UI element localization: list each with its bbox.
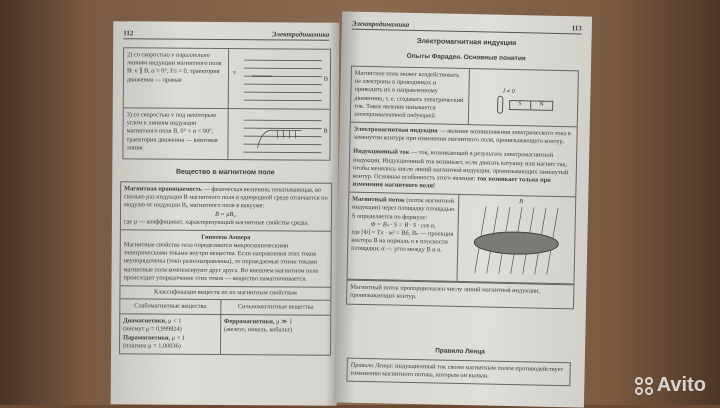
running-head: Электродинамика [352, 20, 410, 30]
col-header: Сильномагнитные вещества [221, 300, 330, 315]
text: — ток, возникающий в результате электромагнитной индукции. Индукционный ток возникает, если двигать катушку или магнит так, чтобы менялось число линий магнитной индукции, пронизывающих замкнутый контур. Основная особенность этого явления: [353, 149, 569, 182]
induction-box [346, 66, 579, 309]
example: (платина μ = 1,00036) [123, 342, 217, 351]
parallel-figure [229, 49, 330, 109]
weak-cell [120, 315, 221, 354]
term: Магнитный поток [352, 196, 405, 204]
current-label: I ≠ 0 [503, 88, 515, 96]
induced-current-definition [349, 145, 576, 197]
emphasis: электромагнитной индукцией. [354, 111, 436, 120]
page-number: 112 [123, 29, 133, 38]
value: μ < 1 [170, 334, 185, 341]
v-label: v [233, 69, 236, 77]
term: Правило Ленца: [351, 362, 394, 370]
running-head: Электродинамика [272, 30, 329, 39]
strong-cell [221, 315, 330, 354]
lenz-rule [346, 358, 570, 387]
lenz-title: Правило Ленца [335, 345, 585, 359]
term: Парамагнетики, [123, 334, 170, 341]
text: (поток магнитной индукции) через площадку площадью S определяется по формуле: [352, 197, 455, 221]
flux-note: Магнитный поток пропорционален числу линий магнитной индукции, пронизывающих контур. [347, 280, 573, 308]
page-number: 113 [572, 24, 582, 33]
avito-logo-icon [635, 377, 653, 395]
flux-definition [348, 193, 460, 281]
term: Индукционный ток [353, 148, 409, 156]
subtitle: Гипотеза Ампера [124, 233, 328, 243]
coil-icon [497, 96, 503, 114]
left-page [111, 21, 340, 406]
permeability-definition [121, 182, 331, 230]
term: Ферромагнетики, [224, 318, 275, 325]
helix-figure [228, 109, 329, 160]
term: Электромагнитная индукция [354, 126, 438, 135]
formula: Φ = Bₙ · S = B · S · cos α, [352, 220, 455, 230]
right-page [334, 11, 592, 407]
page-header [352, 20, 582, 35]
watermark-text: Avito [657, 374, 706, 397]
page-header [123, 29, 329, 41]
ampere-hypothesis [120, 229, 330, 286]
helix-icon [231, 112, 326, 161]
subsection-title: Опыты Фарадея. Основные понятия [341, 51, 591, 65]
flux-figure [457, 195, 575, 283]
intro-text [351, 67, 470, 124]
motion-table [122, 47, 331, 160]
coil-magnet-figure [468, 69, 578, 126]
section-title: Электромагнитная индукция [341, 35, 591, 49]
pole-n: N [531, 101, 552, 109]
text: — физическая величина, показывающая, во сколько раз индукция B магнитного поля в однородной среде отличается по модулю от индукции B₀ магнитного поля в вакууме: [124, 186, 328, 210]
case-helix: 3) со скоростью v под некоторым углом к линиям индукции магнитного поля B, 0° < α < 90°, траектория движения — винтовая линия [123, 108, 228, 159]
field-lines-figure [232, 52, 327, 107]
example: (висмут μ = 0,999824) [123, 326, 217, 335]
value: μ < 1 [167, 318, 182, 325]
note: где [Φ] = Тл · м² = Вб, Bₙ — проекция вектора B на нормаль n к плоскости площадки, α — угол между B и n. [351, 229, 454, 256]
flux-area-icon [461, 198, 573, 280]
text: Магнитное поле может воздействовать на электроны в проводниках и приводить их в направленному движению, т. е. создавать электрический ток. Такое явление называется [354, 70, 463, 111]
b-label: B [323, 128, 327, 136]
term: Диамагнетики, [123, 318, 166, 325]
text: Магнитные свойства тела определяются микроскопическими электрическими токами внутри вещества. Если направления этих токов неупорядочены (токи разнонаправлены), то порождаемые этими токами магнитные поля компенсируют друг друга. Во внешнем магнитном поле происходит упорядочение этих токов — вещество намагничивается. [124, 241, 328, 283]
pole-s: S [510, 101, 532, 109]
case-parallel: 2) со скоростью v параллельно линиям индукции магнитного поля B: v ∥ B, α = 0°, Fл = 0, траектория движения — прямая [124, 48, 229, 108]
emphasis: ток возникает только при изменении магнитного поля! [352, 175, 550, 189]
term: Магнитная проницаемость [124, 185, 202, 193]
classification-title: Классификация веществ по их магнитным свойствам [120, 285, 330, 300]
watermark [635, 374, 706, 397]
col-header: Слабомагнитные вещества [120, 299, 221, 314]
text: — явление возникновения электрического тока в замкнутом контуре при изменении магнитного поля, пронизывающего контур. [353, 127, 570, 145]
formula: B = μB₀, [124, 210, 328, 220]
note: где μ — коэффициент, характеризующий магнитные свойства среды. [124, 218, 328, 228]
b-label: B [324, 76, 328, 84]
matter-box [119, 181, 332, 355]
section-title: Вещество в магнитном поле [112, 167, 338, 178]
text: индукционный ток своим магнитным полем противодействует изменению магнитного потока, которым он вызван. [350, 363, 563, 380]
b-label: B [519, 198, 523, 206]
magnet-icon [509, 100, 553, 111]
value: μ ≫ 1 [274, 319, 292, 326]
example: (железо, никель, кобальт) [224, 326, 327, 335]
